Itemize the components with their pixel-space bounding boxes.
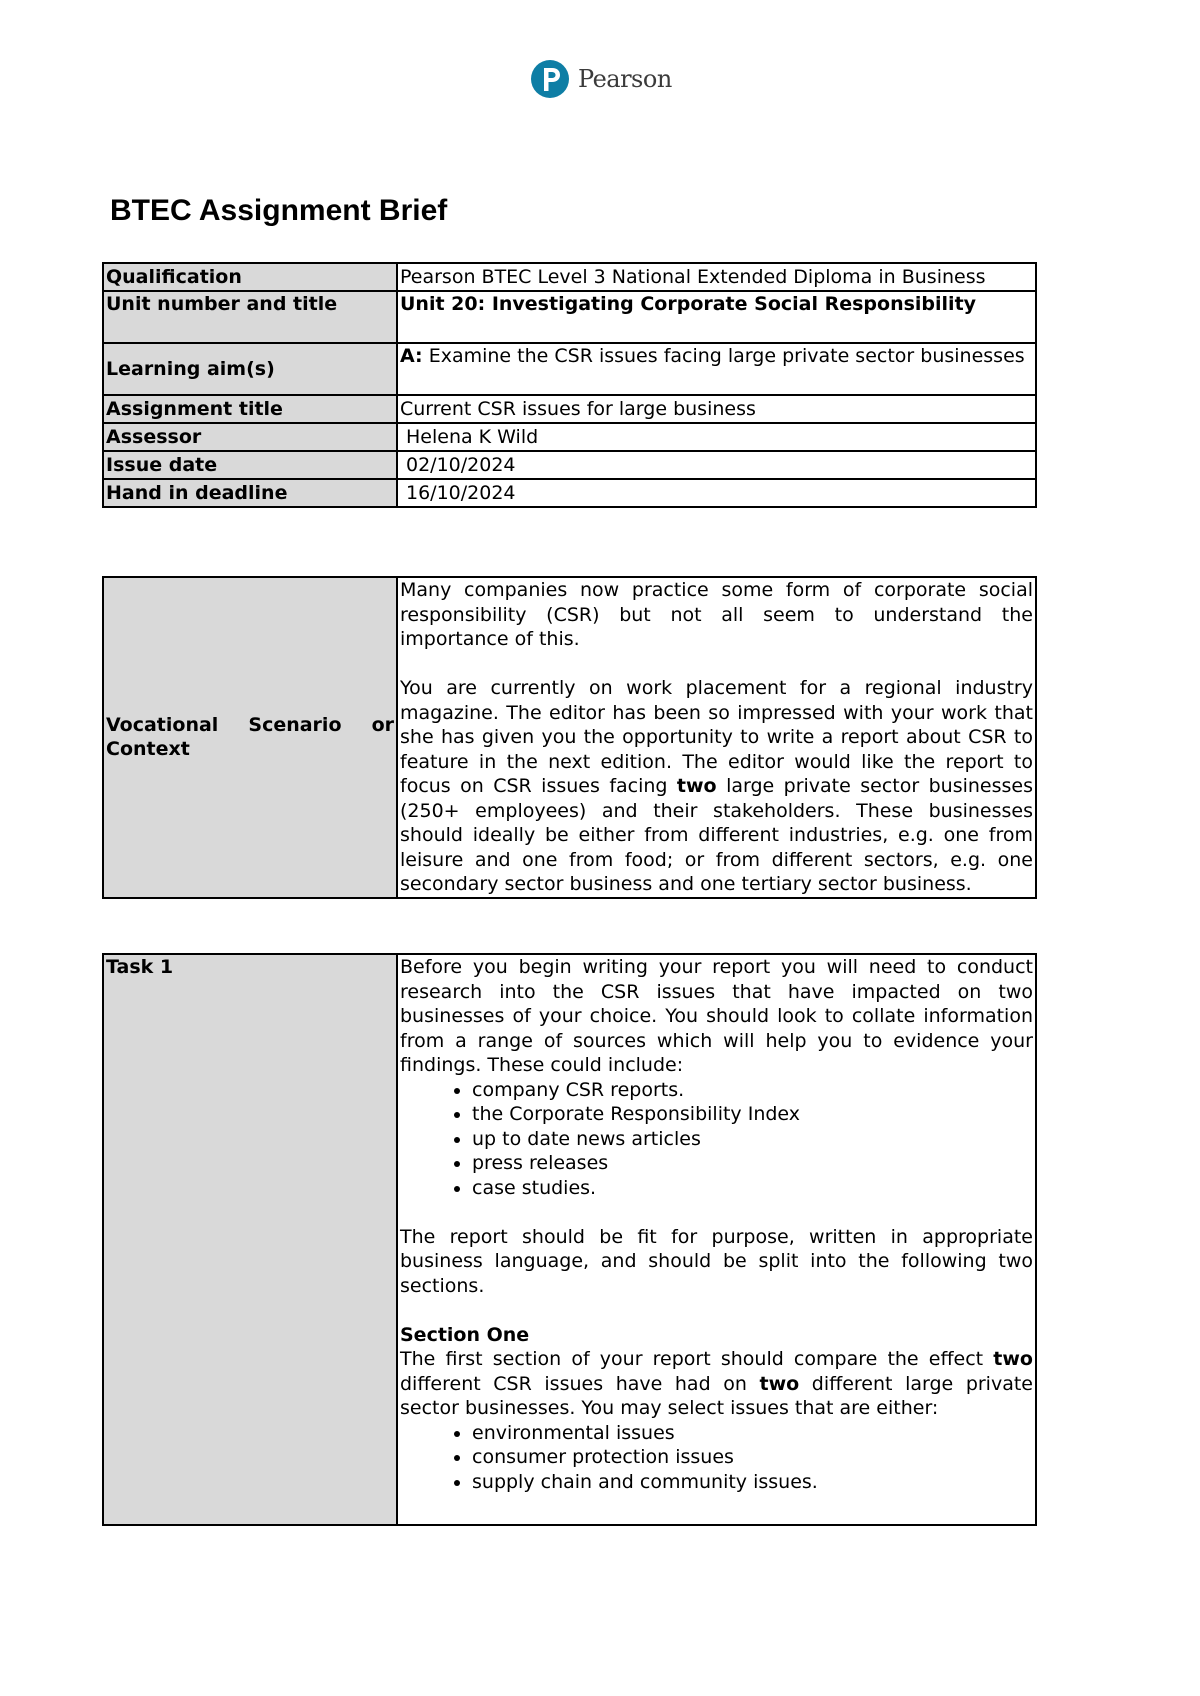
pearson-logo — [530, 58, 672, 100]
task-1-content — [397, 954, 1036, 1525]
section-emphasis: two — [993, 1348, 1033, 1370]
table-row — [103, 577, 1036, 898]
task-1-table — [102, 953, 1037, 1526]
list-item: • supply chain and community issues. — [472, 1470, 1033, 1495]
table-row — [103, 423, 1036, 451]
list-item: • press releases — [472, 1151, 1033, 1176]
section-text: different CSR issues have had on — [400, 1372, 747, 1395]
table-row — [103, 954, 1036, 1525]
table-row — [103, 343, 1036, 395]
issue-date-label: Issue date — [103, 451, 397, 479]
pearson-p-icon — [530, 58, 570, 100]
table-row — [103, 395, 1036, 423]
report-requirements: The report should be fit for purpose, written in appropriate business language, and should be split into the following two sections. — [400, 1225, 1033, 1297]
scenario-label: Vocational Scenario or Context — [103, 577, 397, 898]
assignment-info-table — [102, 262, 1037, 508]
scenario-text: You are currently on work placement for a regional industry magazine. The editor has been so impressed with your work that she has given you the opportunity to write a report about CSR to feature in the next edition. The editor would like the report to focus on CSR issues facing — [400, 677, 1033, 797]
table-row — [103, 479, 1036, 507]
list-item: • environmental issues — [472, 1421, 1033, 1446]
scenario-paragraph-2 — [400, 676, 1033, 897]
learning-aim-value — [397, 343, 1036, 395]
logo-text: Pearson — [578, 65, 672, 93]
section-text: different large private sector businesses. You may select issues that are either: — [400, 1372, 1033, 1419]
list-item: • case studies. — [472, 1176, 1033, 1201]
learning-aim-label: Learning aim(s) — [103, 343, 397, 395]
learning-aim-text: Examine the CSR issues facing large private sector businesses — [428, 345, 1025, 367]
scenario-table — [102, 576, 1037, 899]
unit-label: Unit number and title — [103, 291, 397, 343]
list-item: • the Corporate Responsibility Index — [472, 1102, 1033, 1127]
task-intro: Before you begin writing your report you will need to conduct research into the CSR issues that have impacted on two businesses of your choice. You should look to collate information from a range of sources which will help you to evidence your findings. These could include: — [400, 956, 1033, 1076]
assessor-value: Helena K Wild — [397, 423, 1036, 451]
scenario-emphasis: two — [676, 775, 717, 797]
page-title: BTEC Assignment Brief — [110, 194, 448, 227]
assignment-title-label: Assignment title — [103, 395, 397, 423]
table-row — [103, 263, 1036, 291]
section-one-text — [400, 1347, 1033, 1421]
deadline-label: Hand in deadline — [103, 479, 397, 507]
section-text: The first section of your report should compare the effect — [400, 1348, 984, 1370]
learning-aim-prefix: A: — [400, 345, 423, 367]
list-item: • consumer protection issues — [472, 1445, 1033, 1470]
table-row — [103, 291, 1036, 343]
scenario-text: large private sector businesses (250+ employees) and their stakeholders. These businesses should ideally be either from different industries, e.g. one from leisure and one from food; or from different sectors, e.g. one secondary sector business and one tertiary sector business. — [400, 775, 1033, 895]
section-one-heading: Section One — [400, 1323, 530, 1346]
scenario-paragraph-1: Many companies now practice some form of corporate social responsibility (CSR) but not all seem to understand the importance of this. — [400, 579, 1033, 650]
table-row — [103, 451, 1036, 479]
list-item: • company CSR reports. — [472, 1078, 1033, 1103]
assignment-title-value: Current CSR issues for large business — [397, 395, 1036, 423]
list-item: • up to date news articles — [472, 1127, 1033, 1152]
deadline-value: 16/10/2024 — [397, 479, 1036, 507]
section-emphasis: two — [759, 1372, 800, 1395]
qualification-label: Qualification — [103, 263, 397, 291]
qualification-value: Pearson BTEC Level 3 National Extended Diploma in Business — [397, 263, 1036, 291]
assessor-label: Assessor — [103, 423, 397, 451]
issue-date-value: 02/10/2024 — [397, 451, 1036, 479]
task-1-label: Task 1 — [103, 954, 397, 1525]
scenario-content — [397, 577, 1036, 898]
unit-value: Unit 20: Investigating Corporate Social Responsibility — [397, 291, 1036, 343]
sources-list — [400, 1078, 1033, 1201]
issues-list — [400, 1421, 1033, 1495]
